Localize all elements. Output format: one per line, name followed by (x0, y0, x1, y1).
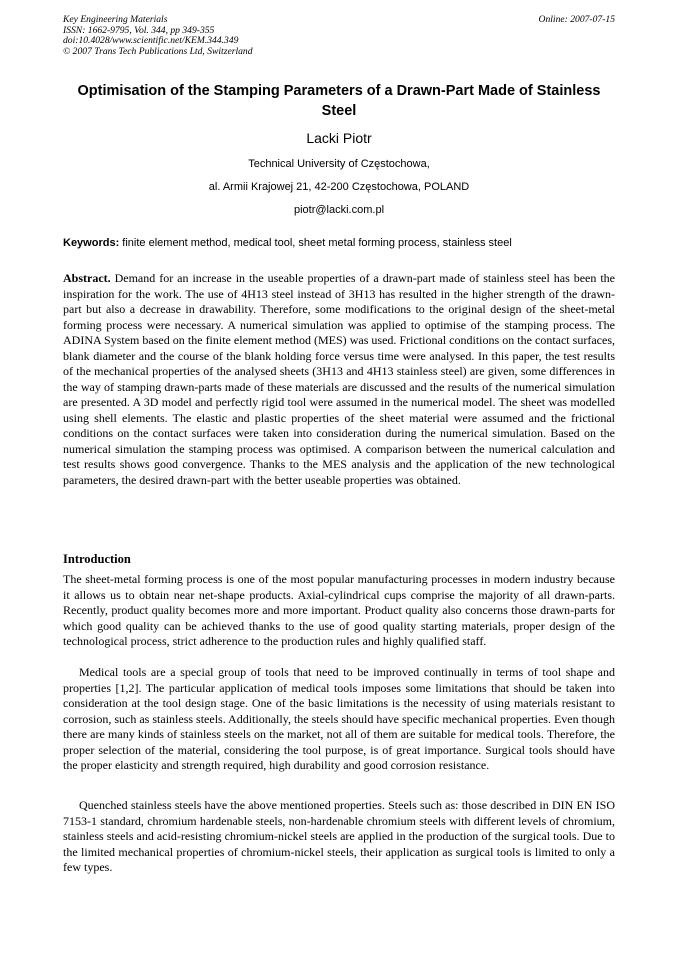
journal-header (63, 15, 253, 57)
author-name: Lacki Piotr (306, 130, 372, 146)
journal-issn: ISSN: 1662-9795, Vol. 344, pp 349-355 (63, 24, 215, 36)
abstract (63, 271, 615, 488)
affiliation-institution: Technical University of Częstochowa, (248, 158, 430, 170)
intro-paragraph-3: Quenched stainless steels have the above mentioned properties. Steels such as: those described in DIN EN ISO 7153-1 standard, chromium hardenable steels, non-hardenable chromium steels with different levels of chromium, stainless steels and acid-resisting chromium-nickel steels are applied in the production of the surgical tools. Due to the limited mechanical properties of chromium-nickel steels, their application as surgical tools is limited to only a few types. (63, 798, 615, 874)
section-heading-introduction: Introduction (63, 552, 131, 566)
intro-paragraph-2: Medical tools are a special group of tools that need to be improved continually in terms of tool shape and properties [1,2]. The particular application of medical tools imposes some limitations that should be taken into consideration at the tool design stage. One of the basic limitations is the necessity of using materials resistant to corrosion, such as stainless steels. Additionally, the steels should have specific mechanical properties. Even though there are many kinds of stainless steels on the market, not all of them are suitable for medical tools. Therefore, the proper selection of the material, considering the tool purpose, is of great importance. Surgical tools should have the proper elasticity and strength required, high durability and good corrosion resistance. (63, 665, 615, 772)
affiliation-address: al. Armii Krajowej 21, 42-200 Częstochowa, POLAND (208, 181, 470, 193)
keywords-label: Keywords: (63, 237, 120, 249)
abstract-text: Demand for an increase in the useable properties of a drawn-part made of stainless steel has been the inspiration for the work. The use of 4H13 steel instead of 3H13 has resulted in the higher strength of the drawn-part but also a decrease in drawability. Therefore, some modifications to the original design of the sheet-metal forming process were necessary. A numerical simulation was applied to optimise of the stamping process. The ADINA System based on the finite element method (MES) was used. Frictional conditions on the contact surfaces, blank diameter and the course of the blank holding force versus time were analysed. In this paper, the test results of the mechanical properties of the analysed sheets (3H13 and 4H13 stainless steel) are given, some differences in the way of stamping drawn-parts made of these materials are discussed and the results of the numerical simulation are presented. A 3D model and perfectly rigid tool were assumed in the numerical model. The sheet was modelled using shell elements. The elastic and plastic properties of the sheet material were assumed and the frictional conditions on the contact surfaces were taken into consideration during the numerical simulation. Based on the numerical simulation the stamping process was optimised. A comparison between the numerical calculation and test results shows good convergence. Thanks to the MES analysis and the application of the new technological parameters, the desired drawn-part with the better useable properties was obtained. (63, 271, 615, 487)
journal-name: Key Engineering Materials (63, 14, 168, 25)
journal-doi: doi:10.4028/www.scientific.net/KEM.344.349 (63, 35, 239, 47)
abstract-label: Abstract. (63, 271, 111, 285)
keywords (63, 236, 615, 250)
intro-paragraph-1: The sheet-metal forming process is one of the most popular manufacturing processes in modern industry because it allows us to obtain near net-shape products. Axial-cylindrical cups comprise the majority of all drawn-parts. Recently, product quality becomes more and more important. Product quality also concerns those drawn-parts for which good quality can be achieved thanks to the use of good quality starting materials, proper design of the technological process, strict adherence to the production rules and highly qualified staff. (63, 572, 615, 648)
paper-title: Optimisation of the Stamping Parameters of a Drawn-Part Made of Stainless Steel (77, 83, 601, 119)
online-date: Online: 2007-07-15 (538, 14, 615, 25)
journal-copyright: © 2007 Trans Tech Publications Ltd, Switzerland (63, 45, 253, 57)
affiliation-email: piotr@lacki.com.pl (293, 204, 385, 216)
keywords-text: finite element method, medical tool, sheet metal forming process, stainless steel (119, 237, 512, 249)
